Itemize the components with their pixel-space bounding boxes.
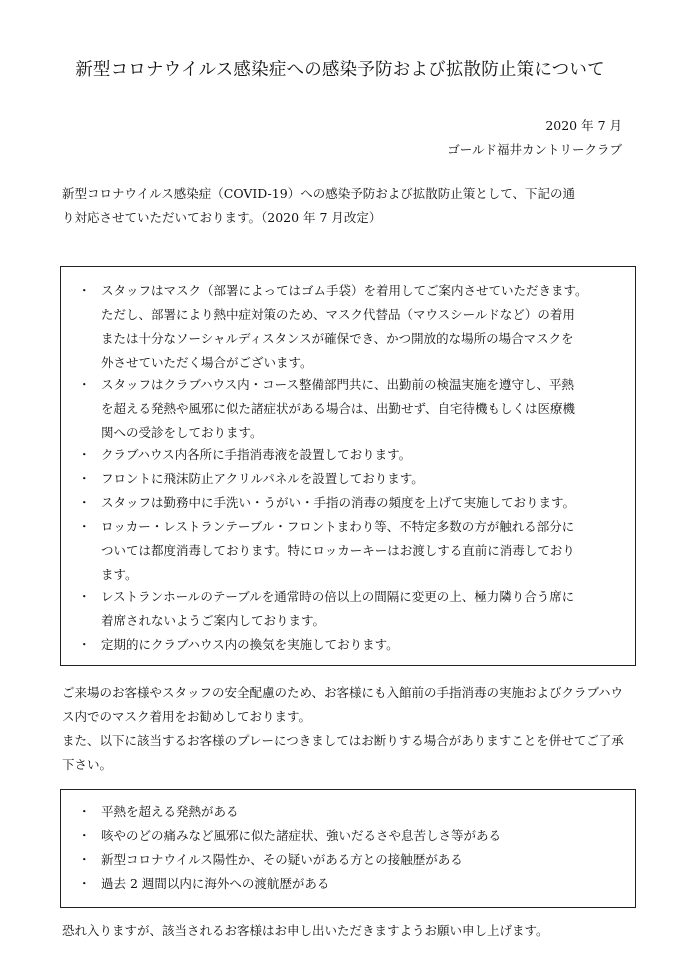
measure-line: ただし、部署により熱中症対策のため、マスク代替品（マウスシールドなど）の着用 bbox=[101, 307, 575, 322]
bullet-icon: ・ bbox=[78, 377, 91, 392]
request-paragraph bbox=[62, 681, 630, 777]
measure-line: 外させていただく場合がございます。 bbox=[101, 355, 313, 370]
bullet-icon: ・ bbox=[78, 283, 91, 298]
organization-name: ゴールド福井カントリークラブ bbox=[447, 142, 622, 157]
intro-line: 新型コロナウイルス感染症（COVID-19）への感染予防および拡散防止策として、下記の通 bbox=[62, 186, 575, 201]
condition-line: 平熱を超える発熱がある bbox=[101, 804, 239, 819]
measure-line: ロッカー・レストランテーブル・フロントまわり等、不特定多数の方が触れる部分に bbox=[101, 519, 575, 534]
condition-line: 過去 2 週間以内に海外への渡航歴がある bbox=[101, 876, 330, 891]
bullet-icon: ・ bbox=[78, 519, 91, 534]
page-title: 新型コロナウイルス感染症への感染予防および拡散防止策について bbox=[75, 60, 605, 80]
measure-line: を超える発熱や風邪に似た諸症状がある場合は、出勤せず、自宅待機もしくは医療機 bbox=[101, 401, 576, 416]
measure-line: レストランホールのテーブルを通常時の倍以上の間隔に変更の上、極力隣り合う席に bbox=[101, 589, 575, 604]
conditions-box bbox=[60, 789, 636, 908]
intro-line: り対応させていただいております。（2020 年 7 月改定） bbox=[62, 210, 382, 225]
measure-line: 定期的にクラブハウス内の換気を実施しております。 bbox=[101, 637, 399, 652]
measure-line: 関への受診をしております。 bbox=[101, 425, 263, 440]
measure-line: ます。 bbox=[101, 567, 138, 582]
closing-text: 恐れ入りますが、該当されるお客様はお申し出いただきますようお願い申し上げます。 bbox=[62, 923, 549, 938]
bullet-icon: ・ bbox=[78, 447, 91, 462]
measure-line: または十分なソーシャルディスタンスが確保でき、かつ開放的な場所の場合マスクを bbox=[101, 331, 574, 346]
measure-line: スタッフはクラブハウス内・コース整備部門共に、出勤前の検温実施を遵守し、平熱 bbox=[101, 377, 575, 392]
measure-line: ついては都度消毒しております。特にロッカーキーはお渡しする直前に消毒しており bbox=[101, 543, 575, 558]
bullet-icon: ・ bbox=[78, 828, 91, 843]
bullet-icon: ・ bbox=[78, 471, 91, 486]
measure-line: フロントに飛沫防止アクリルパネルを設置しております。 bbox=[101, 471, 424, 486]
document-date: 2020 年 7 月 bbox=[545, 118, 622, 133]
bullet-icon: ・ bbox=[78, 876, 91, 891]
condition-line: 新型コロナウイルス陽性か、その疑いがある方との接触歴がある bbox=[101, 852, 463, 867]
bullet-icon: ・ bbox=[78, 804, 91, 819]
bullet-icon: ・ bbox=[78, 637, 91, 652]
request-line: ご来場のお客様やスタッフの安全配慮のため、お客様にも入館前の手指消毒の実施およびクラブハウス内でのマスク着用をお勧めしております。 bbox=[62, 685, 624, 724]
request-line: また、以下に該当するお客様のプレーにつきましてはお断りする場合がありますことを併せてご了承下さい。 bbox=[62, 733, 624, 772]
bullet-icon: ・ bbox=[78, 495, 91, 510]
measure-line: スタッフはマスク（部署によってはゴム手袋）を着用してご案内させていただきます。 bbox=[101, 283, 588, 298]
bullet-icon: ・ bbox=[78, 852, 91, 867]
bullet-icon: ・ bbox=[78, 589, 91, 604]
measure-line: 着席されないようご案内しております。 bbox=[101, 613, 326, 628]
measure-line: クラブハウス内各所に手指消毒液を設置しております。 bbox=[101, 447, 412, 462]
measure-line: スタッフは勤務中に手洗い・うがい・手指の消毒の頻度を上げて実施しております。 bbox=[101, 495, 576, 510]
intro-paragraph bbox=[62, 182, 630, 230]
condition-line: 咳やのどの痛みなど風邪に似た諸症状、強いだるさや息苦しさ等がある bbox=[101, 828, 502, 843]
measures-box bbox=[60, 266, 636, 666]
